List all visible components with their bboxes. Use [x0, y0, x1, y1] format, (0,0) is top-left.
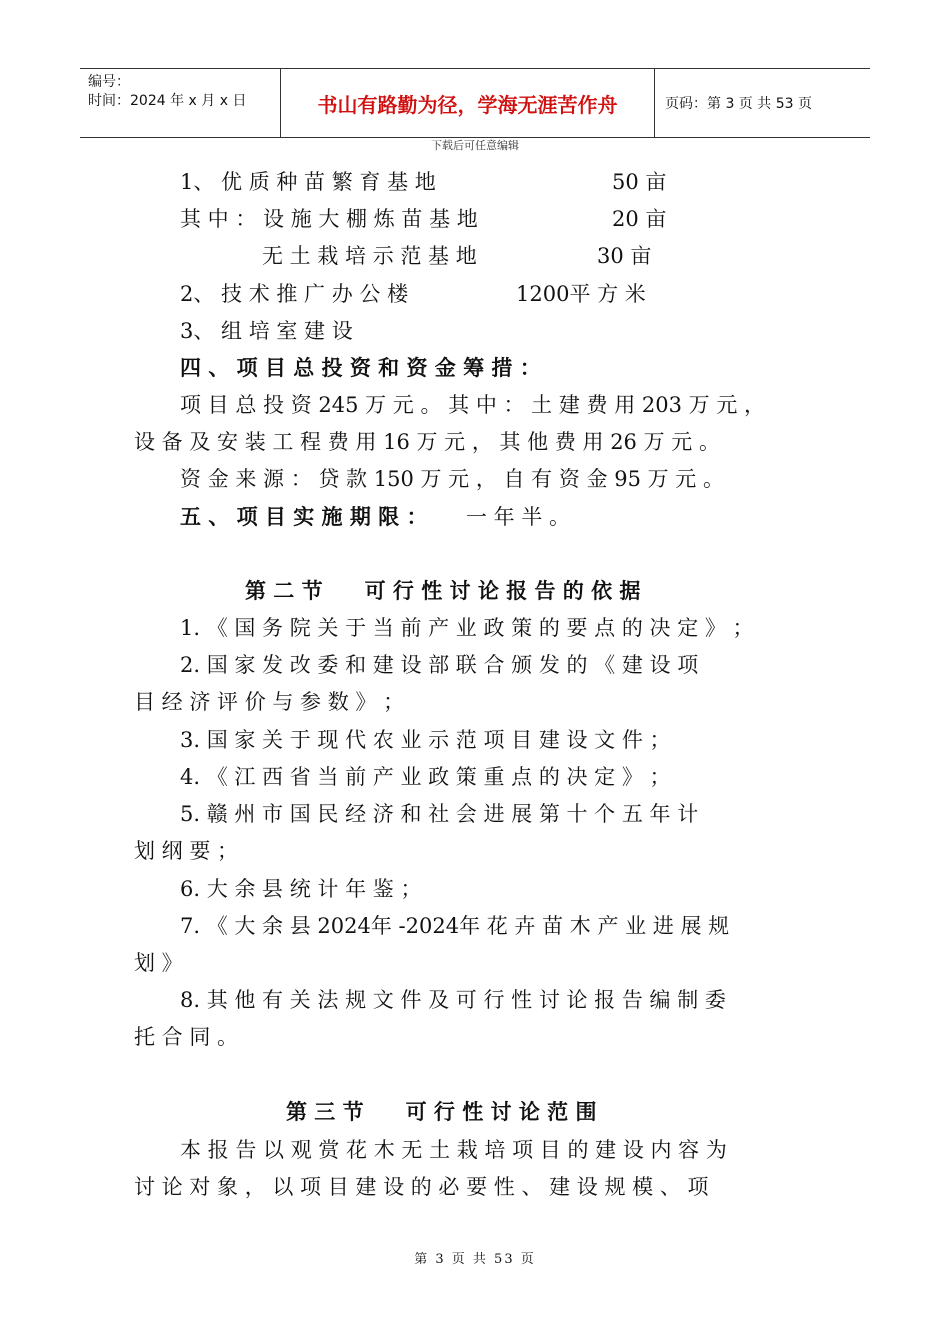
body-line: 无 土 栽 培 示 范 基 地 — [262, 244, 477, 268]
body-line-value: 50 亩 — [612, 170, 667, 194]
reference-item: 托 合 同 。 — [134, 1025, 239, 1049]
reference-item: 8. 其 他 有 关 法 规 文 件 及 可 行 性 讨 论 报 告 编 制 委 — [180, 988, 726, 1012]
date-line: 时间：2024 年 x 月 x 日 — [88, 93, 247, 109]
heading-five-value: 一 年 半 。 — [466, 505, 571, 529]
body-line: 项 目 总 投 资 245 万 元 。 其 中 ： 土 建 费 用 203 万 元 ， — [180, 393, 765, 417]
page-footer: 第 3 页 共 53 页 — [414, 1252, 536, 1267]
body-line: 2、 技 术 推 广 办 公 楼 — [180, 282, 409, 306]
reference-item: 1. 《 国 务 院 关 于 当 前 产 业 政 策 的 要 点 的 决 定 》 ； — [180, 616, 754, 640]
reference-item: 6. 大 余 县 统 计 年 鉴 ； — [180, 877, 422, 901]
body-line: 讨 论 对 象 ， 以 项 目 建 设 的 必 要 性 、 建 设 规 模 、 项 — [134, 1175, 709, 1199]
reference-item: 7. 《 大 余 县 2024年 -2024年 花 卉 苗 木 产 业 进 展 规 — [180, 914, 730, 938]
reference-item: 划 纲 要 ； — [134, 839, 239, 863]
header-motto: 书山有路勤为径，学海无涯苦作舟 — [281, 69, 655, 137]
section-three-title: 第 三 节 可 行 性 讨 论 范 围 — [286, 1099, 597, 1124]
body-line: 其 中 ： 设 施 大 棚 炼 苗 基 地 — [180, 207, 478, 231]
body-line: 本 报 告 以 观 赏 花 木 无 土 栽 培 项 目 的 建 设 内 容 为 — [180, 1138, 727, 1162]
body-line: 3、 组 培 室 建 设 — [180, 319, 353, 343]
body-line: 1、 优 质 种 苗 繁 育 基 地 — [180, 170, 436, 194]
header-page-info: 页码：第 3 页 共 53 页 — [665, 96, 812, 112]
reference-item: 划 》 — [134, 951, 183, 975]
reference-item: 4. 《 江 西 省 当 前 产 业 政 策 重 点 的 决 定 》 ； — [180, 765, 671, 789]
section-two-title: 第 二 节 可 行 性 讨 论 报 告 的 依 据 — [245, 578, 641, 603]
reference-item: 2. 国 家 发 改 委 和 建 设 部 联 合 颁 发 的 《 建 设 项 — [180, 653, 699, 677]
reference-item: 目 经 济 评 价 与 参 数 》 ； — [134, 690, 405, 714]
body-line-value: 20 亩 — [612, 207, 667, 231]
header-table — [80, 68, 870, 138]
reference-item: 3. 国 家 关 于 现 代 农 业 示 范 项 目 建 设 文 件 ； — [180, 728, 671, 752]
heading-four: 四 、 项 目 总 投 资 和 资 金 筹 措 ： — [180, 355, 541, 380]
header-meta-cell — [80, 69, 281, 137]
heading-five: 五 、 项 目 实 施 期 限 ： — [180, 504, 428, 529]
number-label: 编号： — [88, 74, 130, 90]
download-note: 下载后可任意编辑 — [431, 139, 519, 152]
reference-item: 5. 赣 州 市 国 民 经 济 和 社 会 进 展 第 十 个 五 年 计 — [180, 802, 699, 826]
body-line-value: 1200平 方 米 — [516, 282, 646, 306]
body-line: 资 金 来 源 ： 贷 款 150 万 元 ， 自 有 资 金 95 万 元 。 — [180, 467, 724, 491]
body-line-value: 30 亩 — [597, 244, 652, 268]
body-line: 设 备 及 安 装 工 程 费 用 16 万 元 ， 其 他 费 用 26 万 元 。 — [134, 430, 720, 454]
